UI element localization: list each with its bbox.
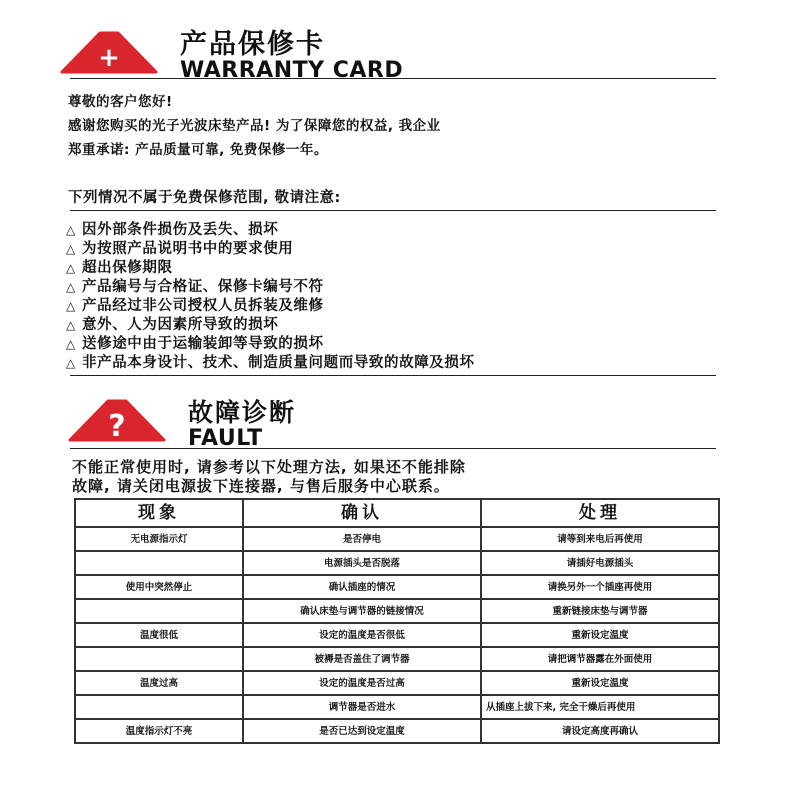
table-cell: 从插座上拔下来, 完全干燥后再使用 — [481, 695, 719, 719]
warning-plus-symbol: + — [98, 43, 120, 73]
table-row — [75, 647, 719, 671]
fault-table — [74, 498, 720, 744]
table-cell: 温度很低 — [75, 623, 243, 647]
table-cell — [75, 647, 243, 671]
table-cell: 重新设定温度 — [481, 623, 719, 647]
table-row — [75, 599, 719, 623]
table-row — [75, 551, 719, 575]
triangle-bullet-icon: △ — [66, 318, 76, 332]
triangle-bullet-icon: △ — [66, 299, 76, 313]
fault-title-zh: 故障诊断 — [188, 398, 297, 427]
divider — [70, 78, 716, 79]
intro-line-2: 郑重承诺: 产品质量可靠, 免费保修一年。 — [68, 142, 328, 158]
warranty-title-en: WARRANTY CARD — [180, 58, 404, 83]
table-cell: 被褥是否盖住了调节器 — [243, 647, 481, 671]
table-cell: 设定的温度是否过高 — [243, 671, 481, 695]
triangle-bullet-icon: △ — [66, 337, 76, 351]
table-cell: 确认插座的情况 — [243, 575, 481, 599]
table-row — [75, 671, 719, 695]
warranty-header — [60, 30, 403, 82]
table-cell — [75, 599, 243, 623]
column-header-solution: 处理 — [481, 499, 719, 527]
table-row — [75, 695, 719, 719]
column-header-check: 确认 — [243, 499, 481, 527]
exclusions-heading: 下列情况不属于免费保修范围, 敬请注意: — [68, 190, 341, 206]
fault-header — [68, 398, 296, 450]
table-cell — [75, 695, 243, 719]
intro-line-1: 感谢您购买的光子光波床垫产品! 为了保障您的权益, 我企业 — [68, 118, 441, 134]
greeting-text: 尊敬的客户您好! — [68, 94, 173, 110]
table-cell: 设定的温度是否很低 — [243, 623, 481, 647]
fault-intro-line-2: 故障, 请关闭电源拔下连接器, 与售后服务中心联系。 — [72, 477, 450, 495]
warning-question-symbol: ? — [108, 409, 126, 442]
table-cell: 调节器是否进水 — [243, 695, 481, 719]
fault-intro-line-1: 不能正常使用时, 请参考以下处理方法, 如果还不能排除 — [72, 458, 466, 476]
triangle-bullet-icon: △ — [66, 242, 76, 256]
list-item: △ 产品经过非公司授权人员拆装及维修 — [66, 298, 324, 314]
table-row — [75, 623, 719, 647]
divider — [70, 210, 716, 211]
list-item: △ 非产品本身设计、技术、制造质量问题而导致的故障及损坏 — [66, 355, 475, 371]
warning-question-icon — [68, 398, 166, 442]
fault-title-en: FAULT — [188, 426, 263, 451]
table-cell: 确认床垫与调节器的链接情况 — [243, 599, 481, 623]
table-cell: 请等到来电后再使用 — [481, 527, 719, 551]
divider — [70, 375, 716, 376]
list-item: △ 为按照产品说明书中的要求使用 — [66, 241, 294, 257]
table-cell: 是否停电 — [243, 527, 481, 551]
table-cell: 无电源指示灯 — [75, 527, 243, 551]
list-item: △ 超出保修期限 — [66, 260, 173, 276]
table-cell — [75, 551, 243, 575]
warning-plus-icon — [60, 30, 158, 74]
triangle-bullet-icon: △ — [66, 280, 76, 294]
table-cell: 请把调节器露在外面使用 — [481, 647, 719, 671]
table-row — [75, 575, 719, 599]
divider — [70, 448, 716, 449]
list-item: △ 意外、人为因素所导致的损坏 — [66, 317, 279, 333]
table-cell: 请设定高度再确认 — [481, 719, 719, 743]
table-cell: 电源插头是否脱落 — [243, 551, 481, 575]
list-item: △ 因外部条件损伤及丢失、损坏 — [66, 222, 279, 238]
triangle-bullet-icon: △ — [66, 356, 76, 370]
table-cell: 请插好电源插头 — [481, 551, 719, 575]
table-cell: 重新链接床垫与调节器 — [481, 599, 719, 623]
table-row — [75, 527, 719, 551]
table-cell: 请换另外一个插座再使用 — [481, 575, 719, 599]
list-item: △ 产品编号与合格证、保修卡编号不符 — [66, 279, 324, 295]
column-header-symptom: 现象 — [75, 499, 243, 527]
triangle-bullet-icon: △ — [66, 261, 76, 275]
table-cell: 是否已达到设定温度 — [243, 719, 481, 743]
table-header-row — [75, 499, 719, 527]
table-cell: 温度指示灯不亮 — [75, 719, 243, 743]
table-cell: 重新设定温度 — [481, 671, 719, 695]
list-item: △ 送修途中由于运输装卸等导致的损坏 — [66, 336, 324, 352]
table-cell: 温度过高 — [75, 671, 243, 695]
warranty-title-zh: 产品保修卡 — [180, 29, 325, 60]
table-cell: 使用中突然停止 — [75, 575, 243, 599]
triangle-bullet-icon: △ — [66, 223, 76, 237]
table-row — [75, 719, 719, 743]
